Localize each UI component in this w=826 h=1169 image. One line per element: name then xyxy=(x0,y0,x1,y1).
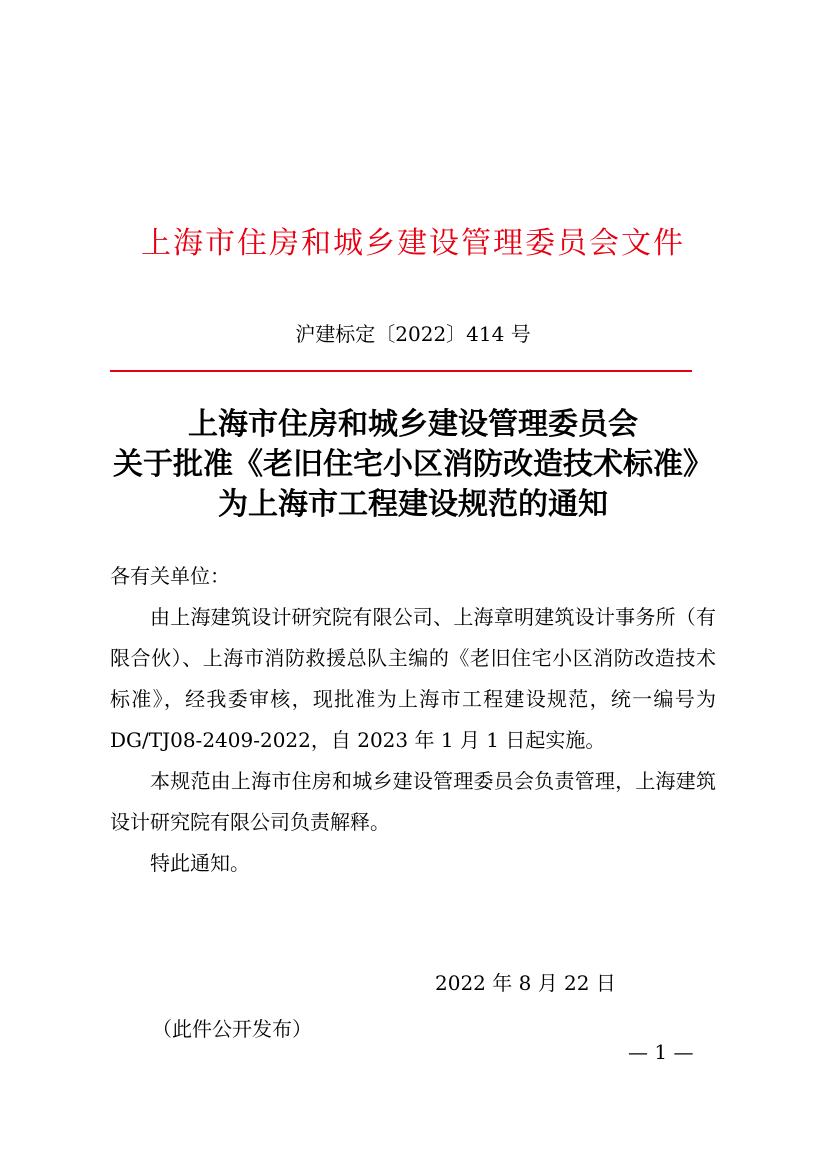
notice-title xyxy=(0,405,826,525)
issue-date: 2022 年 8 月 22 日 xyxy=(435,971,616,995)
title-line-1: 上海市住房和城乡建设管理委员会 xyxy=(188,407,638,442)
body-paragraph-management: 本规范由上海市住房和城乡建设管理委员会负责管理，上海建筑设计研究院有限公司负责解释。 xyxy=(110,769,716,834)
red-divider-line xyxy=(110,370,692,372)
salutation: 各有关单位： xyxy=(110,564,230,588)
body-paragraph-closing: 特此通知。 xyxy=(150,851,250,875)
document-number: 沪建标定〔2022〕414 号 xyxy=(295,322,531,346)
notice-body xyxy=(110,556,716,884)
body-paragraph-approval: 由上海建筑设计研究院有限公司、上海章明建筑设计事务所（有限合伙）、上海市消防救援总队主编的《老旧住宅小区消防改造技术标准》，经我委审核，现批准为上海市工程建设规范，统一编号为 DG/TJ08-2409-2022，自 2023 年 1 月 1 日起实施。 xyxy=(110,605,716,752)
page-number: — 1 — xyxy=(628,1040,694,1064)
publication-note: （此件公开发布） xyxy=(152,1017,312,1041)
title-line-3: 为上海市工程建设规范的通知 xyxy=(218,487,608,522)
title-line-2: 关于批准《老旧住宅小区消防改造技术标准》 xyxy=(113,447,713,482)
issuer-header: 上海市住房和城乡建设管理委员会文件 xyxy=(141,226,685,261)
